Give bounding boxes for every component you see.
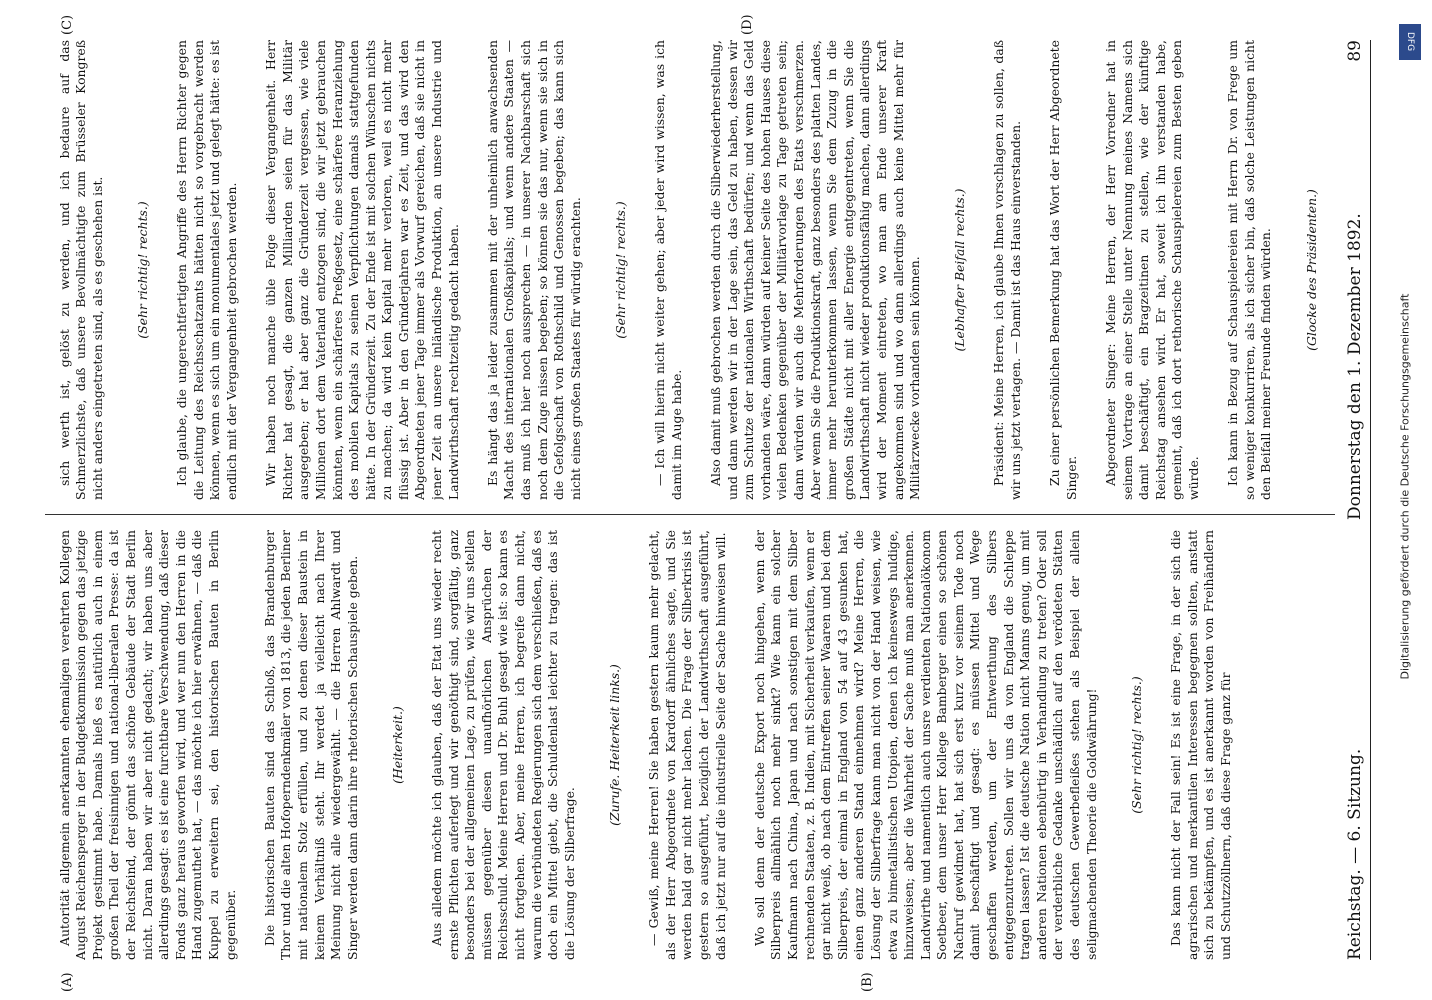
- right-paragraph-9: Abgeordneter Singer: Meine Herren, der Herr Vorredner hat in seinem Vortrage an einer Stelle unter Nennung meines Namens sich damit beschäftigt, ein Bragzeitinen zu stellen, wie der künftige Reichstag ansehen wird. Er hat, soweit ich ihn verstanden habe, gemeint, daß ich dort rethorische Schauspielereien zum Besten geben würde.: [1103, 40, 1201, 500]
- margin-letter-c: (C): [60, 14, 75, 35]
- left-paragraph-2: Die historischen Bauten sind das Schloß, das Brandenburger Thor und die alten Hofoperndenkmäler von 1813, die jeden Berliner mit nationalem Stolz erfüllen, und zu denen dieser Baustein in keinem Verhältniß steht. Ihr werdet ja vielleicht nach Ihrer Meinung nicht alle wiedergewählt. — die Herren Ahlwardt und Singer werden dann darin ihre rhetorischen Schauspiele geben.: [261, 530, 360, 960]
- margin-letter-a: (A): [60, 972, 75, 992]
- right-column: [40, 40, 1340, 500]
- right-paragraph-10: Ich kann in Bezug auf Schauspielereien mit Herrn Dr. von Frege um so weniger konkurriren, als ich sicher bin, daß solche Leistungen nicht den Beifall meiner Freunde finden würden.: [1225, 40, 1274, 500]
- margin-letter-b: (B): [860, 972, 875, 992]
- left-paragraph-1: Autorität allgemein anerkannten ehemaligen verehrten Kollegen August Reichensperger in der Budgetkommission gegen das jetzige Projekt gestimmt habe. Damals hieß es natürlich auch in einem großen Theil der freisinnigen und national-liberalen Presse: da ist der Reichsfeind, der gönnt das schöne Gebäude der Stadt Berlin nicht. Daran haben wir aber nicht gedacht; wir haben uns aber allerdings gesagt: es ist eine furchtbare Verschwendung, daß dieser Fonds ganz heraus geworfen wird, und wer nun den Herren in die Hand zugemuthet hat, — das möchte ich hier erwähnen, — daß die Kuppel zu erweitern sei, den historischen Bauten in Berlin gegenüber.: [56, 530, 238, 960]
- header-date: Donnerstag den 1. Dezember 1892.: [1345, 213, 1365, 520]
- right-paragraph-5: — Ich will hierin nicht weiter gehen; aber jeder wird wissen, was ich damit im Auge habe.: [652, 40, 684, 500]
- right-paragraph-2: Ich glaube, die ungerechtfertigten Angriffe des Herrn Richter gegen die Leitung des Reichsschatzamts hätten nicht so vorgebracht werden können, wenn es sich um ein monumentales jetzt und gelegt hätte: es ist endlich mit der Vergangenheit gebrochen werden.: [174, 40, 239, 500]
- left-column: [40, 530, 1340, 960]
- left-interjection-heiterkeit: (Heiterkeit.): [389, 706, 405, 784]
- right-interjection-sehr-richtig-1: (Sehr richtig! rechts.): [134, 201, 150, 339]
- right-paragraph-6: Also damit muß gebrochen werden durch die Silberwiederherstellung, und dann werden wir in der Lage sein, das Geld zu haben, dessen wir zum Schutze der nationalen Wirthschaft bedürfen; und wenn das Geld vorhanden wäre, dann würden auf keiner Seite des hohen Hauses diese vielen Bedenken gegenüber der Militärvorlage zu Tage getreten sein; dann würden wir auch die Mehrforderungen des Etats verschmerzen. Aber wenn Sie die Produktionskraft, ganz besonders des platten Landes, immer mehr herunterkommen lassen, wenn Sie dem Zuzug in die großen Städte nicht mit aller Energie entgegentreten, wenn Sie die Landwirthschaft nicht wieder produktionsfähig machen, dann allerdings wird der Moment eintreten, wo man am Ende unserer Kraft angekommen sind und wo dann allerdings auch keine Mittel mehr für Militärzwecke vorhanden sein können.: [707, 40, 923, 500]
- digitization-sidebar: [1395, 20, 1425, 980]
- right-paragraph-4: Es hängt das ja leider zusammen mit der unheimlich anwachsenden Macht des internationalen Großkapitals; und wenn andere Staaten — das muß ich hier noch aussprechen — in unserer Nachbarschaft sich noch dem Zuge nissen begeben; so können sie das nur, wenn sie sich in die Gefolgschaft von Rothschild und Genossen begeben; das kann sich nicht eines großen Staates für würdig erachten.: [484, 40, 583, 500]
- right-interjection-sehr-richtig-2: (Sehr richtig! rechts.): [613, 201, 628, 339]
- right-interjection-glocke: (Glocke des Präsidenten.): [1303, 189, 1319, 351]
- left-interjection-zurufe: (Zurufe. Heiterkeit links.): [607, 664, 622, 826]
- right-paragraph-1: sich werth ist, gelöst zu werden, und ich bedaure auf das Schmerzlichste, daß unsere Bevollmächtigte zum Brüsseler Kongreß nicht anders eingetreten sind, als es geschehen ist.: [56, 40, 105, 500]
- left-paragraph-3: Aus alledem möchte ich glauben, daß der Etat uns wieder recht ernste Pflichten auferlegt und wir genöthigt sind, sorgfältig, ganz besonders bei der allgemeinen Lage, zu prüfen, wie wir uns stellen müssen gegenüber diesen unaufhörlichen Ansprüchen der Reichsschuld. Meine Herren und Dr. Buhl gesagt wie ist: so kann es nicht fortgehen. Aber, meine Herren, ich begreife dann nicht, warum die verbündeten Regierungen sich dem verschließen, daß es doch ein Mittel giebt, die Schuldenlast leichter zu tragen: das ist die Lösung der Silberfrage.: [429, 530, 577, 960]
- header-title: Reichstag. — 6. Sitzung.: [1345, 748, 1365, 960]
- right-paragraph-8: Zu einer persönlichen Bemerkung hat das Wort der Herr Abgeordnete Singer.: [1047, 40, 1079, 500]
- left-interjection-sehr-richtig: (Sehr richtig! rechts.): [1128, 676, 1144, 814]
- column-divider: [45, 514, 1335, 515]
- page-header: [1340, 40, 1371, 960]
- right-interjection-beifall: (Lebhafter Beifall rechts.): [952, 188, 968, 352]
- right-paragraph-7: Präsident: Meine Herren, ich glaube Ihnen vorschlagen zu sollen, daß wir uns jetzt vertagen. — Damit ist das Haus einverstanden.: [991, 40, 1024, 500]
- page-number: 89: [1345, 40, 1365, 62]
- right-paragraph-3: Wir haben noch manche üble Folge dieser Vergangenheit. Herr Richter hat gesagt, die ganzen Milliarden seien für das Militär ausgegeben; er hat aber ganz die Gründerzeit vergessen, wie viele Millionen dort dem Vaterland entzogen sind, die wir jetzt gebrauchen könnten, wenn ein schärferes Preßgesetz, eine schärfere Heranziehung des mobilen Kapitals zu seinen Verpflichtungen damals stattgefunden hätte. In der Gründerzeit. Zu der Ende ist mit solchen Wünschen nichts zu machen; da wird kein Kapital mehr verloren, weil es nicht mehr flüssig ist. Aber in den Gründerjahren war es Zeit, und das wird den Abgeordneten jener Tage immer als Vorwurf gereichen, daß sie nicht in jener Zeit an unsere inländische Produktion, an unsere Industrie und Landwirthschaft rechtzeitig gedacht haben.: [263, 40, 461, 500]
- left-paragraph-5: Wo soll denn der deutsche Export noch hingehen, wenn der Silberpreis allmählich noch mehr sinkt? Wie kann ein solcher Kaufmann nach China, Japan und nach sonstigen mit dem Silber rechnenden Staaten, z. B. Indien, mit Sicherheit verkaufen, wenn er gar nicht weiß, ob nach dem Eintreffen seiner Waaren und bei dem Silberpreis, der einmal in England von 54 auf 43 gesunken hat, einen ganz anderen Stand einnehmen wird? Meine Herren, die Lösung der Silberfrage kann man nicht von der Hand weisen, wie etwa zu bimetallistischen Utopien, denen ich keineswegs huldige, hinzuweisen; aber die Wahrheit der Sache muß man anerkennen. Landwirthe und namentlich auch unsre verdienten Nationalökonom Soetbeer, dem unser Herr Kollege Bamberger einen so schönen Nachruf gewidmet hat, hat sich erst kurz vor seinem Tode noch damit beschäftigt und gesagt: es müssen Mittel und Wege geschaffen werden, um der Entwerthung des Silbers entgegenzutreten. Sollen wir uns da von England die Schleppe tragen lassen? Ist die deutsche Nation nicht Manns genug, um mit anderen Nationen ebenbürtig in Verhandlung zu treten? Oder soll der verderbliche Gedanke unschädlich auf den verödeten Stätten des deutschen Gewerbefleißes stehen als Beispiel der allein seligmachenden Theorie die Goldwährung!: [751, 530, 1099, 960]
- left-paragraph-4: — Gewiß, meine Herren! Sie haben gestern kaum mehr gelacht, als der Herr Abgeordnete von Kardorff ähnliches sagte, und Sie werden bald gar nicht mehr lachen. Die Frage der Silberkrisis ist gestern so ausgeführt, bezüglich der Landwirthschaft ausgeführt, daß ich jetzt nur auf die industrielle Seite der Sache hinweisen will.: [646, 530, 728, 960]
- margin-letter-d: (D): [740, 14, 755, 35]
- left-paragraph-6: Das kann nicht der Fall sein! Es ist eine Frage, in der sich die agrarischen und merkantilen Interessen begegnen sollten, anstatt sich zu bekämpfen, und es ist anerkannt worden von Freihändlern und Schutzzöllnern, daß diese Frage ganz für: [1168, 530, 1233, 960]
- dfg-logo: DFG: [1399, 24, 1421, 60]
- digitization-note: Digitalisierung gefördert durch die Deutsche Forschungsgemeinschaft: [1398, 293, 1412, 680]
